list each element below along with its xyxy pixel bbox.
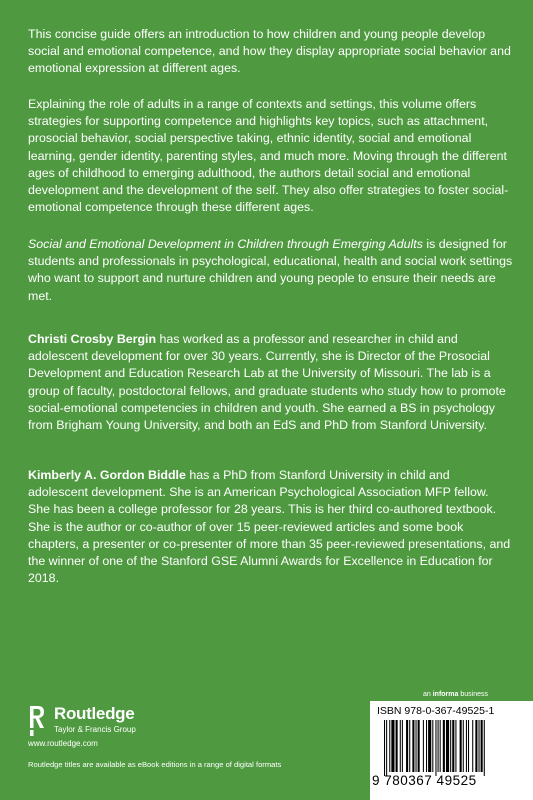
barcode-bar	[443, 720, 445, 772]
barcode-bar	[416, 720, 417, 772]
barcode-bar	[402, 720, 403, 772]
barcode-bar	[460, 720, 462, 772]
barcode-digits: 9 780367 49525	[372, 773, 477, 788]
barcode-bar	[438, 720, 439, 772]
ebook-note: Routledge titles are available as eBook editions in a range of digital formats	[28, 760, 282, 769]
barcode-bar	[484, 720, 485, 776]
informa-business-tag: an informa business	[423, 691, 488, 698]
author-bio-1	[28, 331, 513, 448]
barcode-bar	[396, 720, 398, 772]
barcode-bar	[475, 720, 477, 772]
barcode-bar	[400, 720, 401, 772]
publisher-subtitle: Taylor & Francis Group	[54, 725, 136, 734]
barcode-bar	[440, 720, 441, 772]
barcode-bar	[435, 720, 436, 776]
barcode-bar	[418, 720, 420, 772]
barcode-bar	[463, 720, 464, 772]
author-1-name: Christi Crosby Bergin	[28, 332, 157, 346]
barcode-bar	[412, 720, 414, 772]
barcode-bar	[466, 720, 467, 772]
publisher-name: Routledge	[54, 704, 135, 723]
barcode-bars	[384, 720, 520, 776]
barcode-bar	[426, 720, 427, 772]
barcode-bar	[472, 720, 473, 772]
barcode-bar	[423, 720, 424, 772]
description-paragraph-2: Explaining the role of adults in a range of contexts and settings, this volume offers strategies for supporting competence and highlights key topics, such as attachment, prosocial behavior, social perspective taking, ethnic identity, social and emotional learning, gender identity, parenting styles, and much more. Moving through the different ages of childhood to emerging adulthood, the authors detail social and emotional development and the development of the self. They also offer strategies to foster social-emotional competence through these different ages.	[28, 97, 509, 215]
barcode-bar	[479, 720, 480, 772]
barcode-bar	[428, 720, 431, 772]
publisher-website: www.routledge.com	[28, 739, 98, 748]
description-paragraph-3	[28, 236, 513, 319]
description-paragraph-1: This concise guide offers an introduction to how children and young people develop social and emotional competence, and how they display appropriate social behavior and emotional expression at different ages.	[28, 27, 511, 76]
isbn-label: ISBN 978-0-367-49525-1	[377, 705, 495, 717]
barcode-bar	[432, 720, 433, 772]
barcode-box	[370, 701, 533, 800]
barcode-bar	[406, 720, 408, 772]
description-paragraph-3-text: is designed for students and professionals in psychological, educational, health and social work settings who want to support and nurture children and young people to ensure their needs are met.	[28, 237, 513, 303]
barcode-bar	[391, 720, 394, 772]
barcode-bar	[481, 720, 483, 772]
barcode-bar	[455, 720, 456, 772]
barcode-bar	[446, 720, 449, 772]
barcode-bar	[409, 720, 410, 772]
author-bio-2	[28, 467, 513, 601]
barcode-bar	[468, 720, 469, 772]
barcode-bar	[389, 720, 390, 772]
barcode-bar	[452, 720, 454, 772]
routledge-r-icon	[28, 704, 46, 738]
barcode-bar	[450, 720, 451, 772]
barcode-bar	[386, 720, 387, 776]
barcode-bar	[384, 720, 385, 776]
book-title-italic: Social and Emotional Development in Children through Emerging Adults	[28, 237, 423, 251]
author-1-bio-text: has worked as a professor and researcher in child and adolescent development for over 30 years. Currently, she is Director of the Prosocial Development and Education Research Lab at the University of Missouri. The lab is a group of faculty, postdoctoral fellows, and graduate students who study how to promote social-emotional competencies in children and youth. She earned a BS in psychology from Brigham Young University, and both an EdS and PhD from Stanford University.	[28, 332, 506, 433]
author-2-bio-text: has a PhD from Stanford University in child and adolescent development. She is an American Psychological Association MFP fellow. She has been a college professor for 28 years. This is her third co-authored textbook. She is the author or co-author of over 15 peer-reviewed articles and some book chapters, a presenter or co-presenter of more than 35 peer-reviewed presentations, and the winner of one of the Stanford GSE Alumni Awards for Excellence in Education for 2018.	[28, 468, 511, 586]
author-2-name: Kimberly A. Gordon Biddle	[28, 468, 186, 482]
